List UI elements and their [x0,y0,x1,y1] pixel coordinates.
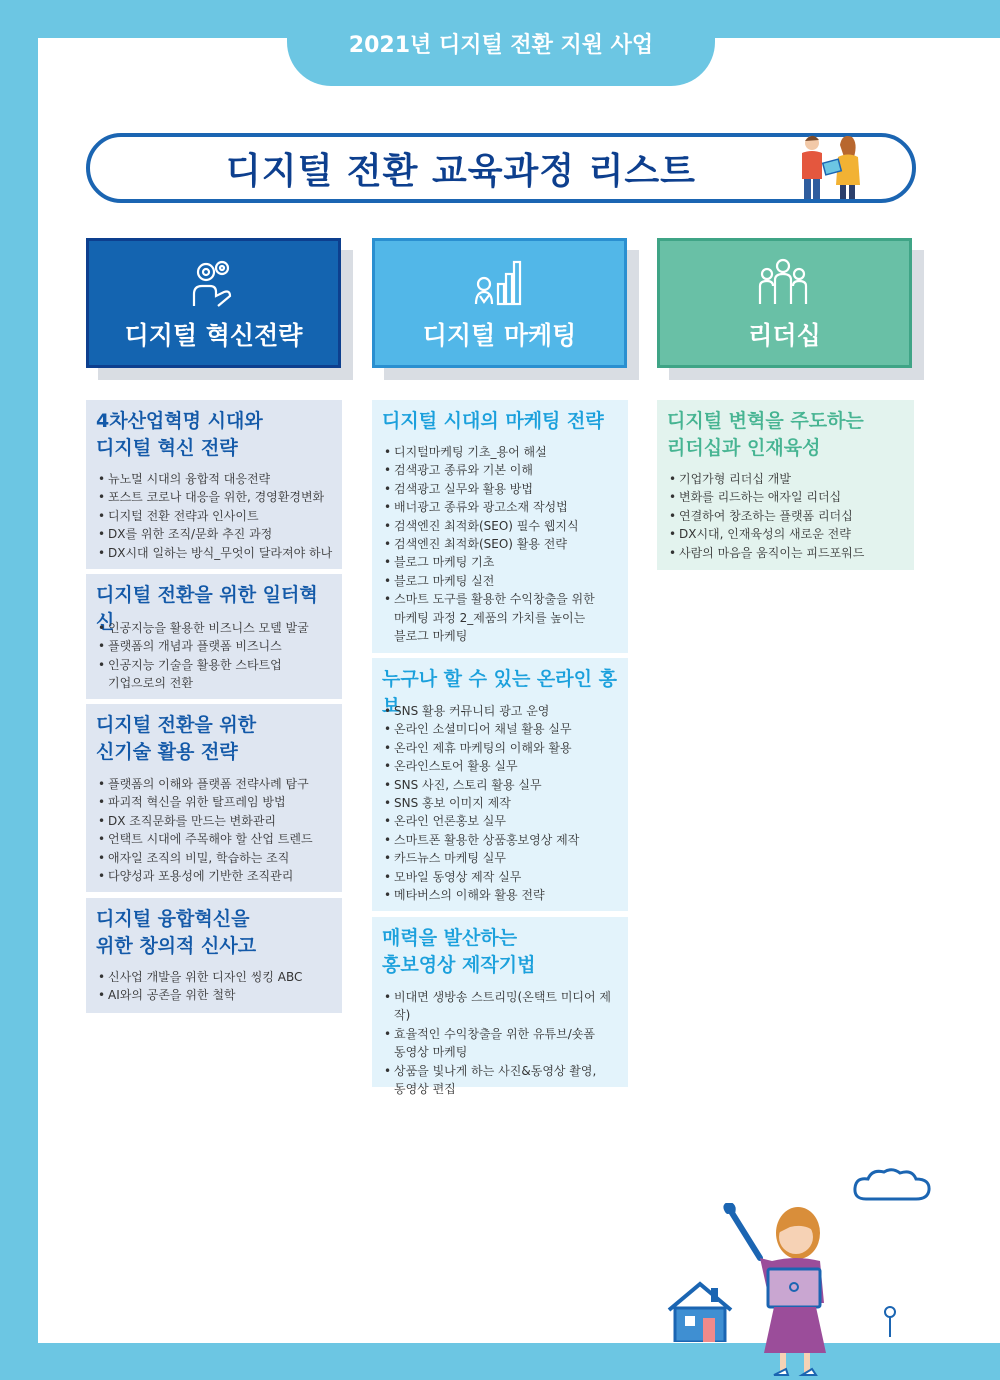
list-item: • 비대면 생방송 스트리밍(온택트 미디어 제작) [384,988,624,1025]
list-item: • 메타버스의 이해와 활용 전략 [384,886,624,904]
list-item: • 애자일 조직의 비밀, 학습하는 조직 [98,849,338,867]
category-marketing [372,238,627,368]
list-item: • 기업가형 리더십 개발 [669,470,909,488]
list-item: • 스마트 도구를 활용한 수익창출을 위한 마케팅 과정 2_제품의 가치를 높이는 블로그 마케팅 [384,590,624,645]
list-item: • 디지털마케팅 기초_용어 해설 [384,443,624,461]
page-title: 디지털 전환 교육과정 리스트 [226,150,696,192]
category-label: 디지털 마케팅 [422,321,577,350]
course-panel [372,400,628,653]
category-innovation [86,238,341,368]
course-panel [86,400,342,569]
course-panel [86,898,342,1013]
team-people-icon [757,256,809,308]
course-panel [372,658,628,911]
list-item: • DX 조직문화를 만드는 변화관리 [98,812,338,830]
list-item: • 연결하여 창조하는 플랫폼 리더십 [669,507,909,525]
program-tab [287,0,715,86]
course-panel [86,574,342,699]
list-item: • 다양성과 포용성에 기반한 조직관리 [98,867,338,885]
list-item: • 카드뉴스 마케팅 실무 [384,849,624,867]
list-item: • AI와의 공존을 위한 철학 [98,986,338,1004]
course-list [98,968,338,1005]
list-item: • 플랫폼의 개념과 플랫폼 비즈니스 [98,637,338,655]
list-item: • 블로그 마케팅 실전 [384,572,624,590]
course-list [384,702,624,904]
list-item: • 인공지능을 활용한 비즈니스 모델 발굴 [98,619,338,637]
course-list [384,988,624,1098]
list-item: • 온라인 소셜미디어 채널 활용 실무 [384,720,624,738]
title-banner [86,133,916,203]
list-item: • DX시대 일하는 방식_무엇이 달라져야 하나 [98,544,338,562]
list-item: • 스마트폰 활용한 상품홍보영상 제작 [384,831,624,849]
list-item: • 검색광고 종류와 기본 이해 [384,461,624,479]
list-item: • 검색엔진 최적화(SEO) 활용 전략 [384,535,624,553]
cloud-icon [852,1167,932,1203]
course-list [669,470,909,562]
category-label: 리더십 [748,321,821,350]
course-panel [86,704,342,892]
list-item: • 포스트 코로나 대응을 위한, 경영환경변화 [98,488,338,506]
list-item: • 온라인스토어 활용 실무 [384,757,624,775]
list-item: • DX시대, 인재육성의 새로운 전략 [669,525,909,543]
waving-girl-illustration-icon [720,1203,840,1380]
people-illustration-icon [782,131,882,201]
course-list [98,619,338,693]
course-panel [372,917,628,1097]
category-leadership [657,238,912,368]
growth-chart-icon [472,256,524,308]
course-title: 매력을 발산하는 홍보영상 제작기법 [382,927,536,976]
list-item: • SNS 활용 커뮤니티 광고 운영 [384,702,624,720]
list-item: • 모바일 동영상 제작 실무 [384,868,624,886]
course-title: 디지털 전환을 위한 일터혁신 [96,584,318,633]
list-item: • 온라인 언론홍보 실무 [384,812,624,830]
gears-hand-icon [186,256,238,308]
list-item: • 상품을 빛나게 하는 사진&동영상 촬영, 동영상 편집 [384,1062,624,1099]
list-item: • DX를 위한 조직/문화 추진 과정 [98,525,338,543]
course-title: 누구나 할 수 있는 온라인 홍보 [382,668,617,717]
list-item: • 배너광고 종류와 광고소재 작성법 [384,498,624,516]
course-title: 4차산업혁명 시대와 디지털 혁신 전략 [96,410,263,459]
course-panel [657,400,914,570]
list-item: • 사람의 마음을 움직이는 피드포워드 [669,544,909,562]
list-item: • 온라인 제휴 마케팅의 이해와 활용 [384,739,624,757]
list-item: • 플랫폼의 이해와 플랫폼 전략사례 탐구 [98,775,338,793]
course-title: 디지털 시대의 마케팅 전략 [382,410,604,432]
course-title: 디지털 전환을 위한 신기술 활용 전략 [96,714,257,763]
list-item: • 뉴노멀 시대의 융합적 대응전략 [98,470,338,488]
course-list [384,443,624,645]
list-item: • 인공지능 기술을 활용한 스타트업 기업으로의 전환 [98,656,338,693]
course-title: 디지털 변혁을 주도하는 리더십과 인재육성 [667,410,864,459]
list-item: • SNS 사진, 스토리 활용 실무 [384,776,624,794]
course-title: 디지털 융합혁신을 위한 창의적 신사고 [96,908,257,957]
list-item: • 검색광고 실무와 활용 방법 [384,480,624,498]
list-item: • 효율적인 수익창출을 위한 유튜브/숏폼 동영상 마케팅 [384,1025,624,1062]
list-item: • SNS 홍보 이미지 제작 [384,794,624,812]
course-list [98,470,338,562]
course-list [98,775,338,885]
list-item: • 디지털 전환 전략과 인사이트 [98,507,338,525]
list-item: • 검색엔진 최적화(SEO) 필수 웹지식 [384,517,624,535]
signpost-icon [882,1305,898,1337]
program-label: 2021년 디지털 전환 지원 사업 [348,32,654,58]
list-item: • 언택트 시대에 주목해야 할 산업 트렌드 [98,830,338,848]
list-item: • 신사업 개발을 위한 디자인 씽킹 ABC [98,968,338,986]
category-label: 디지털 혁신전략 [124,321,303,350]
list-item: • 블로그 마케팅 기초 [384,553,624,571]
list-item: • 변화를 리드하는 애자일 리더십 [669,488,909,506]
list-item: • 파괴적 혁신을 위한 탈프레임 방법 [98,793,338,811]
